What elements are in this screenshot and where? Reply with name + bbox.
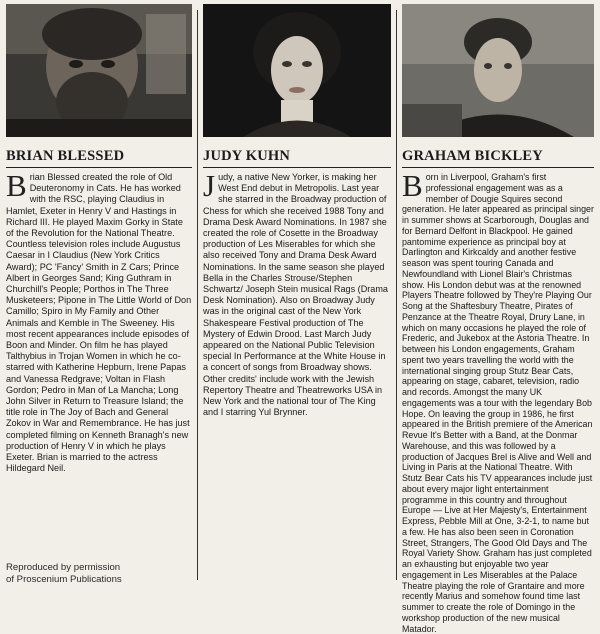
actor-name: BRIAN BLESSED	[6, 148, 125, 164]
divider	[402, 167, 594, 168]
bio-text: udy, a native New Yorker, is making her West End debut in Metropolis. Last year she starred in the Broadway production of Chess for which she received 1988 Tony and Drama Desk Award Nominations. In 1987 she created the role of Cosette in the Broadway production of Les Miserables for which she also received Tony and Drama Desk Award Nominations. In the same season she played Bella in the Charles Strouse/Stephen Schwartz/ Joseph Stein musical Rags (Drama Desk Nomination). Also on Broadway Judy was in the original cast of the New York Shakespeare Festival production of The Mystery of Edwin Drood. Last March Judy appeared on the National Public Television special In Performance at the White House in a concert of songs from Broadway shows. Other credits' include work with the Jewish Repertory Theatre and Theatreworks USA in New York and the national tour of The King and I starring Yul Brynner.	[203, 172, 388, 418]
drop-cap: B	[6, 168, 27, 203]
credit-line-2: of Proscenium Publications	[6, 574, 122, 585]
drop-cap: J	[203, 168, 216, 203]
credit-line-1: Reproduced by permission	[6, 562, 121, 573]
profile-brian-blessed	[6, 0, 192, 592]
portrait-photo	[203, 4, 391, 137]
drop-cap: B	[402, 168, 423, 203]
actor-name: JUDY KUHN	[203, 148, 291, 164]
permission-credit	[6, 562, 122, 586]
profile-judy-kuhn	[203, 0, 391, 592]
column-separator	[197, 10, 198, 580]
portrait-photo	[6, 4, 192, 137]
profile-graham-bickley	[402, 0, 594, 634]
divider	[6, 167, 192, 168]
column-separator	[396, 10, 397, 580]
portrait-photo	[402, 4, 594, 137]
actor-bio	[203, 168, 391, 418]
actor-name: GRAHAM BICKLEY	[402, 148, 543, 164]
divider	[203, 167, 391, 168]
bio-text: orn in Liverpool, Graham's first professional engagement was as a member of Dougie Squires second generation. He later appeared as principal singer in summer shows at Scarborough, Douglas and for Bernard Delfont in Blackpool. He gained pantomime experience as principal boy at Darlington and Kirkcaldy and another festive season was spent touring Canada and Newfoundland with Lionel Blair's Christmas show. His London debut was at the renowned Players Theatre followed by They're Playing Our Song at the Shaftesbury Theatre, Pirates of Penzance at the Theatre Royal, Drury Lane, in which on many occasions he played the role of Frederic, and Jukebox at the Astoria Theatre. In between his London engagements, Graham spent two years travelling the world with the international singing group Stutz Bear Cats, appearing on stage, cabaret, television, radio and records. Amongst the many UK engagements was a tour with the legendary Bob Hope. On leaving the group in 1986, he first appeared in the British premiere of the American Revue It's Better with a Band, at the Donmar Warehouse, and this was followed by a production of Jacques Brel is Alive and Well and Living in Paris at the National Theatre. With Stutz Bear Cats his TV appearances include just about every major light entertainment programme in this country and throughout Europe — Live at Her Majesty's, Entertainment Express, Pebble Mill at One, 3-2-1, to name but a few. He has also been seen in Coronation Street, Strangers, The Good Old Days and The Royal Variety Show. Graham has just completed an exhausting but enjoyable two year engagement in Les Miserables at the Palace Theatre playing the role of Grantaire and more recently Marius and somehow found time last summer to create the role of Domingo in the workshop production of the new musical Matador.	[402, 172, 594, 634]
bio-text: rian Blessed created the role of Old Deuteronomy in Cats. He has worked with the RSC, playing Claudius in Hamlet, Exeter in Henry V and Hastings in Richard III. He played Maxim Gorky in State of the Revolution for the National Theatre. Countless television roles include Augustus Caesar in I Claudius (New York Critics Award); PC 'Fancy' Smith in Z Cars; Prince Albert in Georges Sand; King Guthram in Churchill's People; Porthos in The Three Musketeers; Pipone in The Little World of Don Camillo; Spiro in My Family and Other Animals and Kemble in The Sweeney. His most recent appearances include episodes of Boon and Minder. On film he has played Talthybius in Trojan Women in which he co-starred with Katherine Hepburn, Irene Papas and Vanessa Redgrave; Voltan in Flash Gordon; Pedro in Man of La Mancha; Long John Silver in Return to Treasure Island; the title role in The Joy of Bach and General Zokov in War and Remembrance. He has just completed filming on Kenneth Branagh's new production of Henry V in which he plays Exeter. Brian is married to the actress Hildegard Neil.	[6, 172, 192, 474]
actor-bio	[402, 168, 594, 634]
actor-bio	[6, 168, 192, 474]
